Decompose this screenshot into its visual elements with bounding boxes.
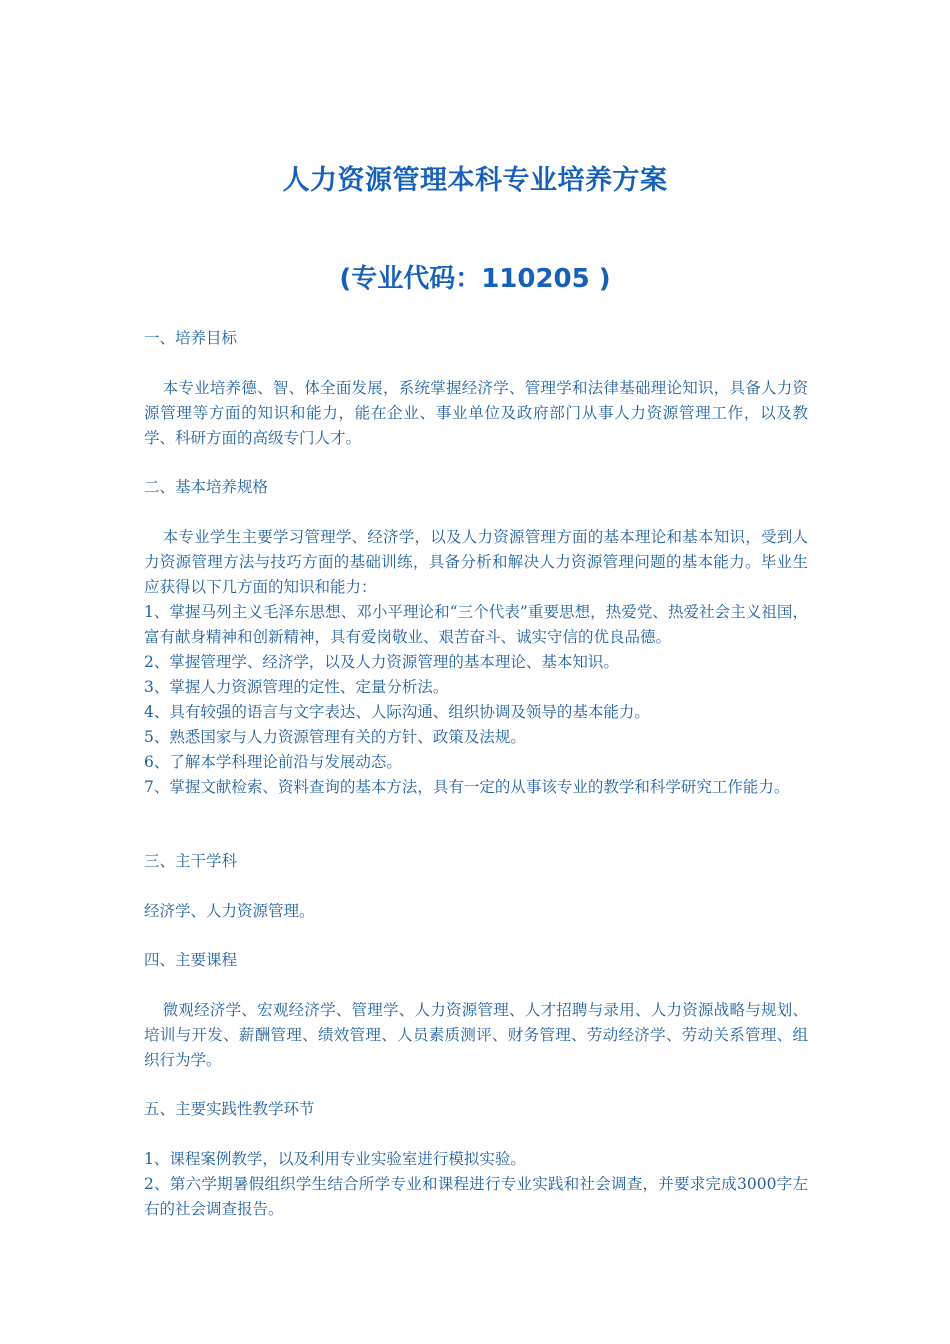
section-heading-disciplines: 三、主干学科 <box>144 852 238 870</box>
section-heading-practice: 五、主要实践性教学环节 <box>144 1100 315 1118</box>
section-paragraph-specs: 本专业学生主要学习管理学、经济学，以及人力资源管理方面的基本理论和基本知识，受到人力资源管理方法与技巧方面的基础训练，具备分析和解决人力资源管理问题的基本能力。毕业生应获得以下几方面的知识和能力： <box>144 528 808 596</box>
section-heading-courses: 四、主要课程 <box>144 951 238 969</box>
section-paragraph-courses: 微观经济学、宏观经济学、管理学、人力资源管理、人才招聘与录用、人力资源战略与规划、培训与开发、薪酬管理、绩效管理、人员素质测评、财务管理、劳动经济学、劳动关系管理、组织行为学。 <box>144 1001 808 1069</box>
section-paragraph-goals: 本专业培养德、智、体全面发展，系统掌握经济学、管理学和法律基础理论知识，具备人力资源管理等方面的知识和能力，能在企业、事业单位及政府部门从事人力资源管理工作，以及教学、科研方面的高级专门人才。 <box>144 379 808 447</box>
section-heading-specs: 二、基本培养规格 <box>144 478 269 496</box>
list-item-spec-1: 1、掌握马列主义毛泽东思想、邓小平理论和“三个代表”重要思想，热爱党、热爱社会主义祖国，富有献身精神和创新精神，具有爱岗敬业、艰苦奋斗、诚实守信的优良品德。 <box>144 603 808 646</box>
list-item-spec-6: 6、了解本学科理论前沿与发展动态。 <box>144 753 402 771</box>
list-item-spec-4: 4、具有较强的语言与文字表达、人际沟通、组织协调及领导的基本能力。 <box>144 703 650 721</box>
list-item-spec-7: 7、掌握文献检索、资料查询的基本方法，具有一定的从事该专业的教学和科学研究工作能力。 <box>144 778 790 796</box>
list-item-spec-2: 2、掌握管理学、经济学，以及人力资源管理的基本理论、基本知识。 <box>144 653 619 671</box>
list-item-practice-2: 2、第六学期暑假组织学生结合所学专业和课程进行专业实践和社会调查，并要求完成3000字左右的社会调查报告。 <box>144 1175 808 1218</box>
list-item-spec-5: 5、熟悉国家与人力资源管理有关的方针、政策及法规。 <box>144 728 526 746</box>
document-title: 人力资源管理本科专业培养方案 <box>282 165 668 196</box>
list-item-practice-1: 1、课程案例教学，以及利用专业实验室进行模拟实验。 <box>144 1150 526 1168</box>
document-subtitle: (专业代码：110205 ) <box>339 264 611 294</box>
list-item-spec-3: 3、掌握人力资源管理的定性、定量分析法。 <box>144 678 449 696</box>
section-heading-goals: 一、培养目标 <box>144 329 238 347</box>
section-paragraph-disciplines: 经济学、人力资源管理。 <box>144 902 315 920</box>
